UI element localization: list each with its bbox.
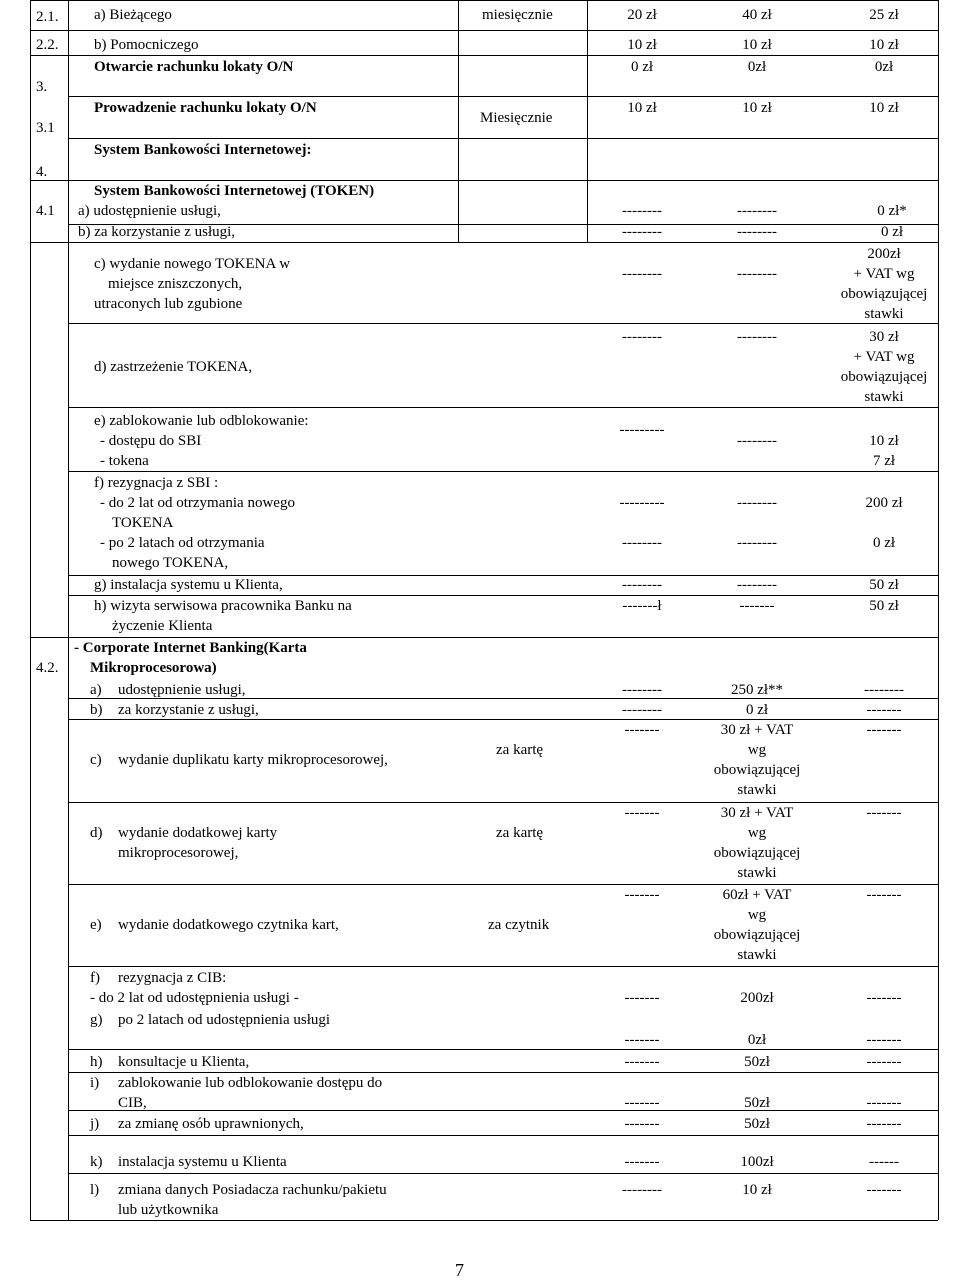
fee-value: -------- [622,682,662,698]
row-description: System Bankowości Internetowej: [94,142,312,158]
item-label: nowego TOKENA, [112,555,229,571]
fee-value: -------- [737,266,777,282]
page-number: 7 [455,1260,464,1280]
fee-value: ------- [866,805,902,821]
fee-value: 10 zł [627,100,657,116]
item-label: rezygnacja z CIB: [118,970,227,986]
item-label: - po 2 latach od otrzymania [100,535,265,551]
row-number: 4.2. [36,660,59,676]
row-description: Prowadzenie rachunku lokaty O/N [94,100,317,116]
item-letter: a) [90,682,102,698]
item-letter: b) [90,702,103,718]
fee-value: ------- [866,722,902,738]
item-label: h) wizyta serwisowa pracownika Banku na [94,598,352,614]
row-rule [68,407,938,408]
fee-value: ------- [624,990,660,1006]
frequency-label: Miesięcznie [480,110,553,126]
fee-value: 10 zł [869,433,899,449]
frequency-label: za czytnik [488,917,550,933]
item-letter: i) [90,1075,100,1091]
fee-value: ------- [866,1182,902,1198]
item-label: konsultacje u Klienta, [118,1054,250,1070]
fee-value: 10 zł [869,37,899,53]
fee-value: 50zł [744,1095,770,1111]
fee-value: -------- [737,224,777,240]
fee-value: 10 zł [869,100,899,116]
row-rule [68,1135,938,1136]
row-rule [68,1173,938,1174]
fee-value: obowiązującej [713,845,801,861]
fee-value: 0 zł [880,224,904,240]
row-rule [30,1220,938,1221]
fee-value: 30 zł [869,329,899,345]
item-label: lub użytkownika [118,1202,219,1218]
fee-value: -------- [737,433,777,449]
fee-value: -------- [737,577,777,593]
fee-value: ------- [866,1095,902,1111]
frequency-label: miesięcznie [482,7,553,23]
description-column-border [458,0,459,242]
fee-value: stawki [737,865,777,881]
fee-value: 50 zł [869,577,899,593]
item-label: za korzystanie z usługi, [118,702,259,718]
fee-value: -------ł [622,598,662,614]
section-title: System Bankowości Internetowej (TOKEN) [94,183,375,199]
fee-value: 60zł + VAT [722,887,792,903]
item-label: e) zablokowanie lub odblokowanie: [94,413,309,429]
fee-value: ------ [869,1154,899,1170]
number-column-border [68,0,69,1220]
fee-value: 0 zł [630,59,654,75]
item-letter: f) [90,970,100,986]
fee-value: stawki [864,389,904,405]
item-label: po 2 latach od udostępnienia usługi [118,1012,331,1028]
item-label: wydanie duplikatu karty mikroprocesorowej, [118,752,388,768]
fee-value: ------- [866,702,902,718]
fee-value: -------- [622,702,662,718]
fee-value: 10 zł [627,37,657,53]
item-label: CIB, [118,1095,147,1111]
fee-value: 10 zł [742,100,772,116]
section-title: - Corporate Internet Banking(Karta [74,640,307,656]
row-number: 2.1. [36,9,59,25]
fee-value: --------- [619,422,665,438]
fee-value: 0 zł [745,702,769,718]
item-label: a) udostępnienie usługi, [78,203,221,219]
row-rule [30,0,938,1]
fee-value: 200 zł [865,495,903,511]
fee-value: 0 zł* [877,203,907,219]
fee-value: ------- [866,1032,902,1048]
item-letter: h) [90,1054,103,1070]
fee-value: ------- [866,990,902,1006]
fee-value: stawki [864,306,904,322]
table-left-border [30,0,31,1220]
fee-value: 250 zł** [730,682,784,698]
item-letter: e) [90,917,102,933]
fee-value: 200zł [867,246,901,262]
fee-value: -------- [737,329,777,345]
fee-value: -------- [622,266,662,282]
fee-value: 20 zł [627,7,657,23]
fee-value: 100zł [740,1154,774,1170]
fee-value: obowiązującej [713,927,801,943]
row-number: 3.1 [36,120,55,136]
frequency-label: za kartę [496,825,544,841]
fee-value: obowiązującej [713,762,801,778]
item-label: c) wydanie nowego TOKENA w [94,256,291,272]
fee-value: -------- [622,329,662,345]
fee-value: 50 zł [869,598,899,614]
item-label: mikroprocesorowej, [118,845,239,861]
fee-value: obowiązującej [840,369,928,385]
fee-value: ------- [624,1095,660,1111]
fee-value: 10 zł [742,37,772,53]
item-label: udostępnienie usługi, [118,682,246,698]
fee-value: ------- [624,1054,660,1070]
fee-value: -------- [622,203,662,219]
fee-value: -------- [864,682,904,698]
fee-value: 50zł [744,1054,770,1070]
fee-value: ------- [739,598,775,614]
row-number: 3. [36,79,48,95]
item-letter: c) [90,752,102,768]
fee-value: --------- [619,495,665,511]
fee-value: 10 zł [742,1182,772,1198]
fee-value: + VAT wg [853,349,915,365]
item-letter: l) [90,1182,100,1198]
fee-value: ------- [624,1116,660,1132]
fee-value: 0zł [747,59,767,75]
fee-value: -------- [737,535,777,551]
row-number: 4.1 [36,203,55,219]
row-description: Otwarcie rachunku lokaty O/N [94,59,294,75]
fee-value: 25 zł [869,7,899,23]
row-number: 4. [36,164,48,180]
fee-value: -------- [737,203,777,219]
fee-value: 50zł [744,1116,770,1132]
item-label: f) rezygnacja z SBI : [94,475,219,491]
item-letter: j) [90,1116,100,1132]
item-label: miejsce zniszczonych, [108,276,243,292]
row-rule [68,138,938,139]
item-label: - do 2 lat od udostępnienia usługi - [90,990,299,1006]
item-label: - dostępu do SBI [100,433,202,449]
item-label: za zmianę osób uprawnionych, [118,1116,304,1132]
fee-value: 0zł [874,59,894,75]
item-label: wydanie dodatkowego czytnika kart, [118,917,339,933]
item-letter: k) [90,1154,103,1170]
fee-value: ------- [624,1154,660,1170]
fee-value: obowiązującej [840,286,928,302]
fee-value: ------- [624,805,660,821]
row-number: 2.2. [36,37,59,53]
fee-value: 40 zł [742,7,772,23]
item-label: - tokena [100,453,149,469]
item-label: życzenie Klienta [112,618,213,634]
fee-value: ------- [866,1116,902,1132]
item-label: zablokowanie lub odblokowanie dostępu do [118,1075,383,1091]
fee-value: ------- [624,722,660,738]
fee-value: 0zł [747,1032,767,1048]
item-label: TOKENA [112,515,174,531]
fee-value: 7 zł [872,453,896,469]
fee-value: wg [747,907,767,923]
row-description: a) Bieżącego [94,7,172,23]
fee-value: 0 zł [872,535,896,551]
section-title: Mikroprocesorowa) [90,660,217,676]
fee-value: -------- [622,535,662,551]
fee-value: ------- [866,1054,902,1070]
item-label: d) zastrzeżenie TOKENA, [94,359,253,375]
fee-value: wg [747,742,767,758]
item-label: utraconych lub zgubione [94,296,243,312]
fee-value: -------- [737,495,777,511]
item-label: - do 2 lat od otrzymania nowego [100,495,295,511]
frequency-label: za kartę [496,742,544,758]
fee-value: -------- [622,577,662,593]
row-rule [68,96,938,97]
row-rule [30,242,938,243]
fee-value: -------- [622,224,662,240]
item-letter: g) [90,1012,103,1028]
fee-value: ------- [866,887,902,903]
fee-value: -------- [622,1182,662,1198]
fee-value: wg [747,825,767,841]
fee-value: stawki [737,947,777,963]
row-rule [68,471,938,472]
fee-value: 30 zł + VAT [720,722,794,738]
item-label: instalacja systemu u Klienta [118,1154,287,1170]
row-rule [68,966,938,967]
item-label: b) za korzystanie z usługi, [78,224,236,240]
row-description: b) Pomocniczego [94,37,199,53]
item-label: zmiana danych Posiadacza rachunku/pakietu [118,1182,387,1198]
item-letter: d) [90,825,103,841]
row-rule [30,30,938,31]
item-label: g) instalacja systemu u Klienta, [94,577,283,593]
fee-value: 30 zł + VAT [720,805,794,821]
item-label: wydanie dodatkowej karty [118,825,278,841]
fee-value: stawki [737,782,777,798]
fee-value: ------- [624,1032,660,1048]
fee-value: + VAT wg [853,266,915,282]
fee-value: 200zł [740,990,774,1006]
fee-value: ------- [624,887,660,903]
row-rule [30,55,938,56]
